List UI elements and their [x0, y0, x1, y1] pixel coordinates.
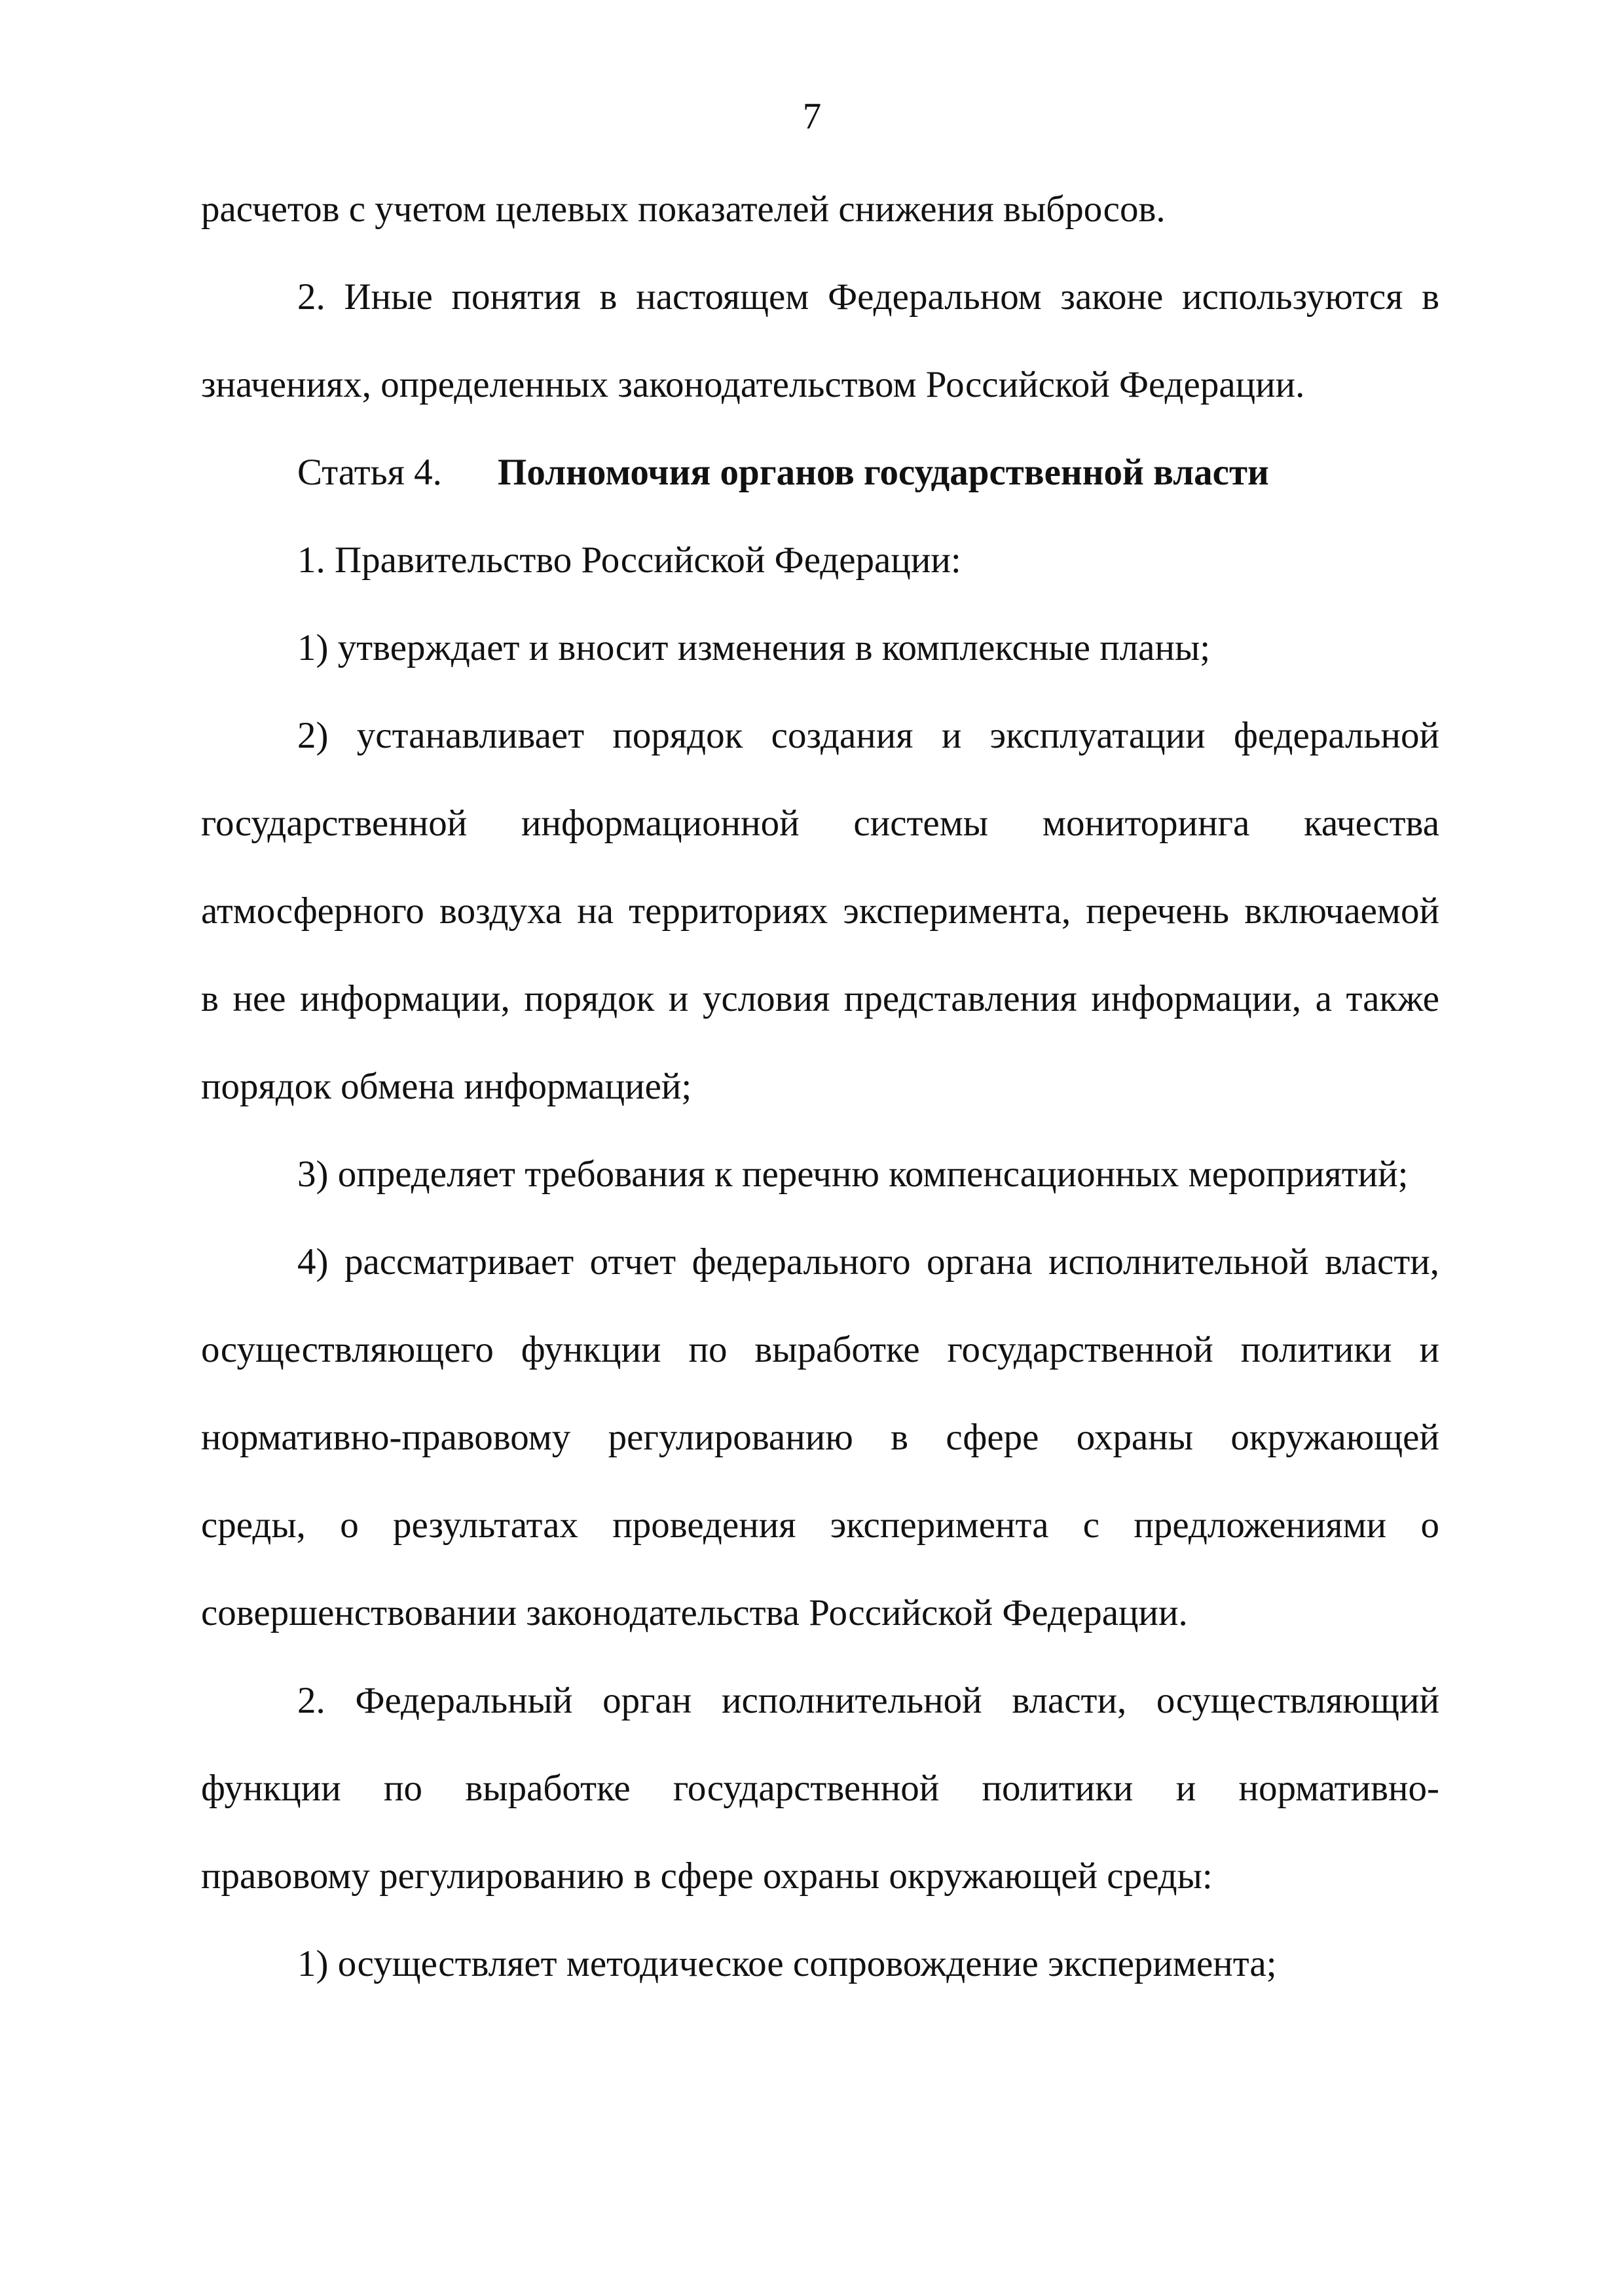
text-line: 3) определяет требования к перечню компенсационных мероприятий; [297, 1154, 1409, 1195]
text-line: функции по выработке государственной политики и нормативно- [201, 1768, 1439, 1809]
text-line: 4) рассматривает отчет федерального органа исполнительной власти, [297, 1241, 1439, 1283]
text-line: осуществляющего функции по выработке государственной политики и [201, 1329, 1439, 1370]
text-line: 1) утверждает и вносит изменения в комплексные планы; [297, 627, 1211, 668]
text-line: 2) устанавливает порядок создания и эксплуатации федеральной [297, 715, 1439, 756]
article-label: Статья 4. [297, 452, 442, 493]
text-line: 2. Федеральный орган исполнительной власти, осуществляющий [297, 1680, 1439, 1721]
text-line: 1) осуществляет методическое сопровождение эксперимента; [297, 1943, 1277, 1984]
text-line: государственной информационной системы мониторинга качества [201, 803, 1439, 844]
text-line: в нее информации, порядок и условия представления информации, а также [201, 978, 1439, 1019]
text-line: расчетов с учетом целевых показателей снижения выбросов. [201, 189, 1166, 230]
text-line: среды, о результатах проведения эксперимента с предложениями о [201, 1504, 1439, 1546]
page-number: 7 [802, 96, 822, 137]
text-line: 1. Правительство Российской Федерации: [297, 539, 961, 581]
text-line: порядок обмена информацией; [201, 1066, 692, 1107]
text-line: совершенствовании законодательства Российской Федерации. [201, 1592, 1188, 1633]
text-line: правовому регулированию в сфере охраны окружающей среды: [201, 1855, 1213, 1897]
text-line: 2. Иные понятия в настоящем Федеральном законе используются в [297, 276, 1439, 318]
article-title: Полномочия органов государственной власти [498, 452, 1269, 493]
text-line: атмосферного воздуха на территориях эксперимента, перечень включаемой [201, 890, 1439, 932]
text-line: значениях, определенных законодательством Российской Федерации. [201, 364, 1305, 405]
text-line: нормативно-правовому регулированию в сфере охраны окружающей [201, 1417, 1439, 1458]
